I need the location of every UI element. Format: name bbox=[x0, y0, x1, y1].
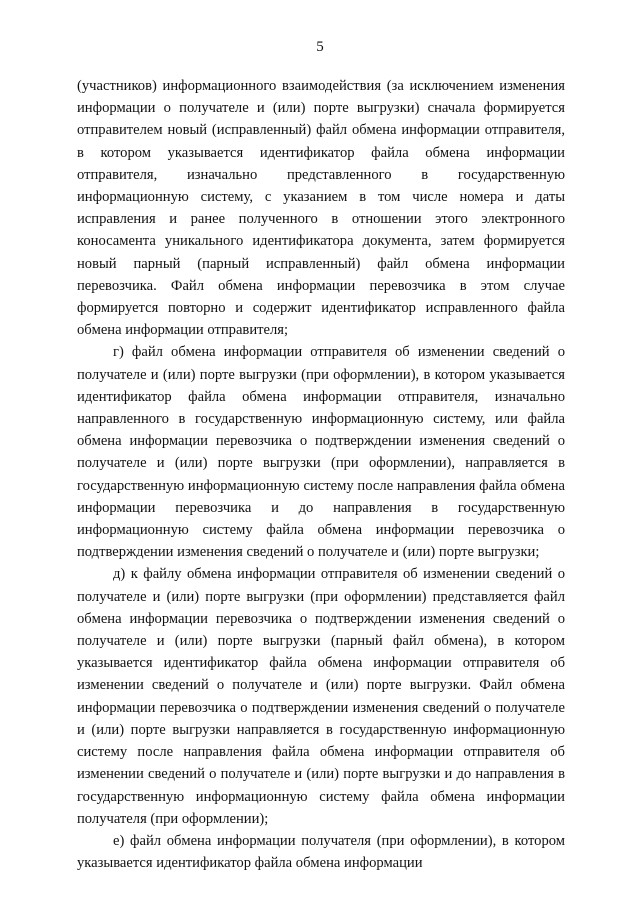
paragraph-d: д) к файлу обмена информации отправителя об изменении сведений о получателе и (или) порте выгрузки (при оформлении) представляется файл обмена информации перевозчика о подтверждении изменения сведений о получателе и (или) порте выгрузки (парный файл обмена), в котором указывается идентификатор файла обмена информации отправителя об изменении сведений о получателе и (или) порте выгрузки. Файл обмена информации перевозчика о подтверждении изменения сведений о получателе и (или) порте выгрузки направляется в государственную информационную систему после направления файла обмена информации отправителя об изменении сведений о получателе и (или) порте выгрузки и до направления в государственную информационную систему файла обмена информации получателя (при оформлении); bbox=[77, 566, 565, 827]
paragraph-e: е) файл обмена информации получателя (при оформлении), в котором указывается идентификатор файла обмена информации bbox=[77, 832, 565, 872]
document-body bbox=[77, 75, 565, 874]
paragraph-continuation: (участников) информационного взаимодействия (за исключением изменения информации о получателе и (или) порте выгрузки) сначала формируется отправителем новый (исправленный) файл обмена информации отправителя, в котором указывается идентификатор файла обмена информации отправителя, изначально представленного в государственную информационную систему, с указанием в том числе номера и даты исправления и ранее полученного в отношении этого электронного коносамента уникального идентификатора документа, затем формируется новый парный (парный исправленный) файл обмена информации перевозчика. Файл обмена информации перевозчика в этом случае формируется повторно и содержит идентификатор исправленного файла обмена информации отправителя; bbox=[77, 78, 565, 339]
page-number: 5 bbox=[316, 39, 324, 55]
paragraph-g: г) файл обмена информации отправителя об изменении сведений о получателе и (или) порте выгрузки (при оформлении), в котором указывается идентификатор файла обмена информации отправителя, изначально направленного в государственную информационную систему, или файла обмена информации перевозчика о подтверждении изменения сведений о получателе и (или) порте выгрузки (при оформлении), направляется в государственную информационную систему после направления файла обмена информации перевозчика и до направления в государственную информационную систему файла обмена информации перевозчика о подтверждении изменения сведений о получателе и (или) порте выгрузки; bbox=[77, 344, 565, 561]
